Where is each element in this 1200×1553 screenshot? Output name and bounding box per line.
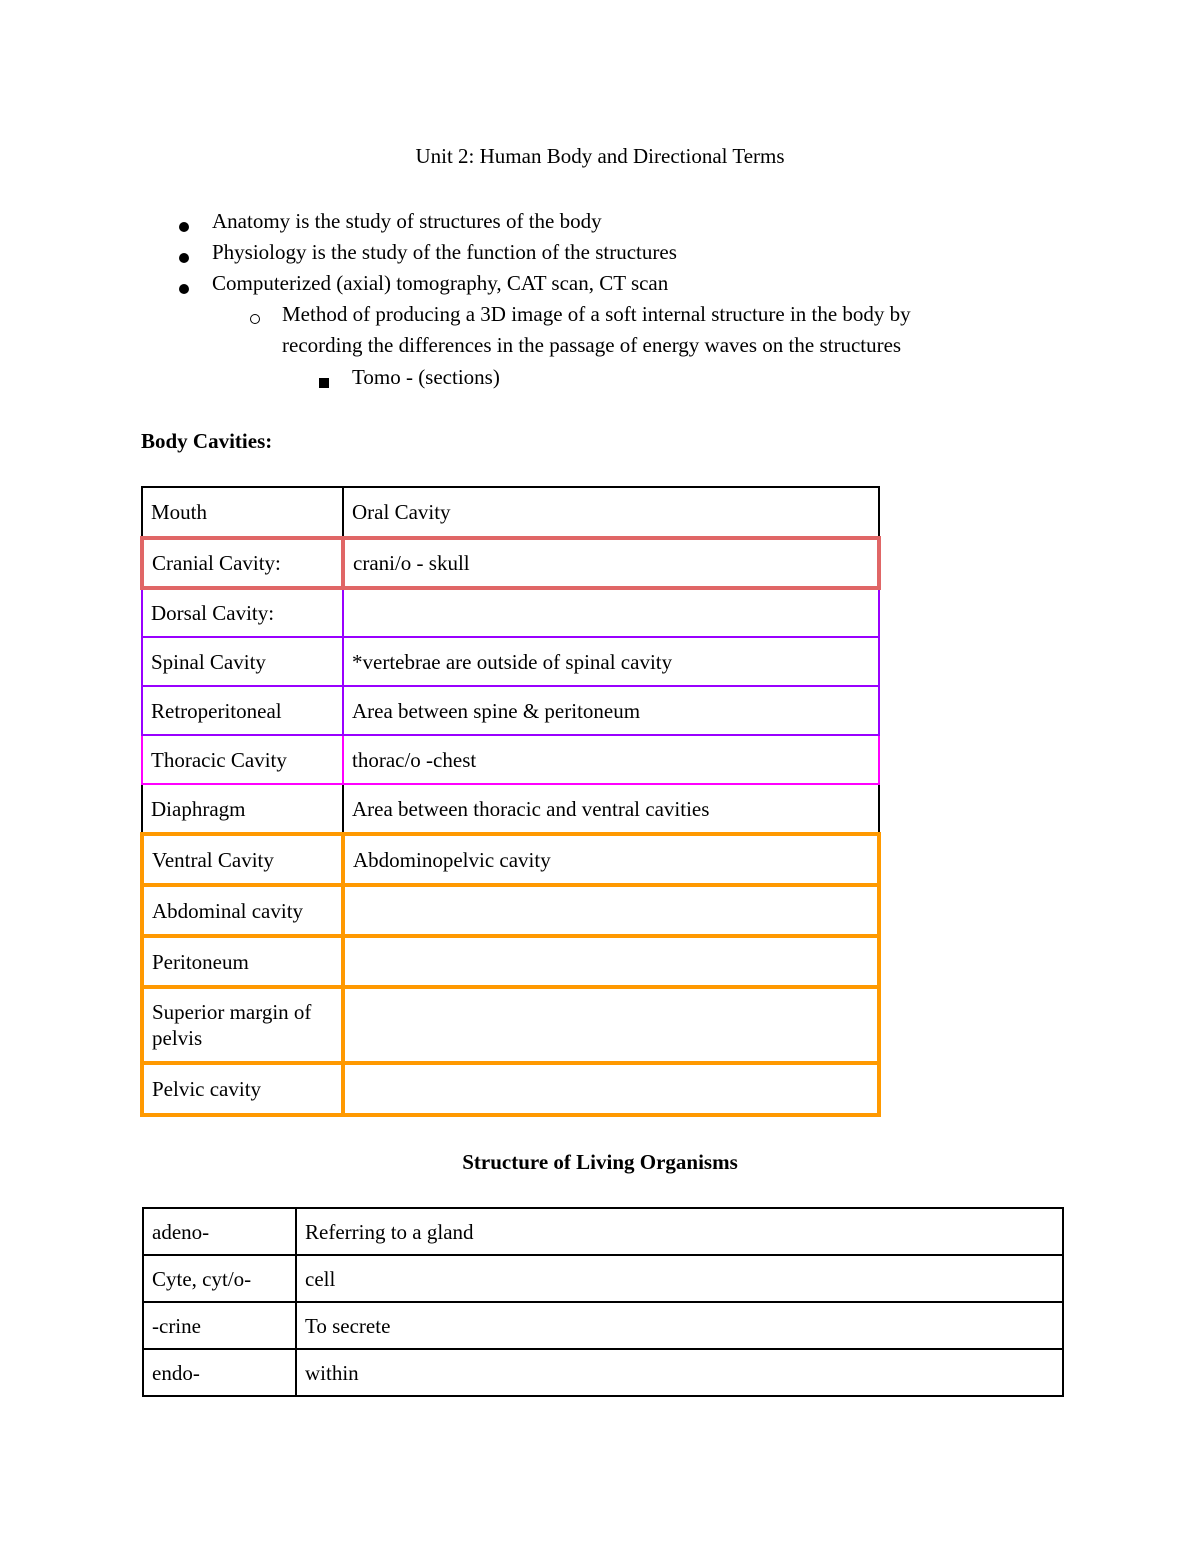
cavity-term: Superior margin of pelvis	[142, 987, 343, 1063]
table-row	[143, 1349, 1063, 1396]
cavity-term: Diaphragm	[142, 784, 343, 834]
table-row	[142, 936, 879, 987]
structure-heading: Structure of Living Organisms	[462, 1150, 738, 1174]
cavity-description	[343, 885, 879, 936]
prefix-term: adeno-	[143, 1208, 296, 1255]
table-row	[142, 1063, 879, 1115]
prefix-definition: To secrete	[296, 1302, 1063, 1349]
cavity-term: Thoracic Cavity	[142, 735, 343, 784]
table-row	[142, 735, 879, 784]
bullet-square-icon	[319, 378, 329, 388]
bullet-ct: Computerized (axial) tomography, CAT scan, CT scan	[212, 271, 669, 295]
prefix-term: endo-	[143, 1349, 296, 1396]
cavity-term: Mouth	[142, 487, 343, 538]
table-row	[143, 1302, 1063, 1349]
cavity-term: Peritoneum	[142, 936, 343, 987]
cavity-description: Area between thoracic and ventral cavities	[343, 784, 879, 834]
cavity-term: Abdominal cavity	[142, 885, 343, 936]
cavity-description: crani/o - skull	[343, 538, 879, 588]
bullet-anatomy: Anatomy is the study of structures of the body	[212, 209, 602, 233]
table-row	[142, 987, 879, 1063]
structure-table	[142, 1207, 1064, 1397]
table-row	[142, 538, 879, 588]
table-row	[142, 686, 879, 735]
bullet-dot-icon	[179, 222, 189, 232]
prefix-definition: within	[296, 1349, 1063, 1396]
cavity-description: Abdominopelvic cavity	[343, 834, 879, 885]
bullet-tomo: Tomo - (sections)	[352, 365, 500, 389]
cavity-description	[343, 987, 879, 1063]
cavity-term: Spinal Cavity	[142, 637, 343, 686]
cavity-description: Oral Cavity	[343, 487, 879, 538]
prefix-definition: cell	[296, 1255, 1063, 1302]
cavity-term: Retroperitoneal	[142, 686, 343, 735]
body-cavities-heading: Body Cavities:	[141, 429, 273, 453]
table-row	[142, 637, 879, 686]
cavity-term: Dorsal Cavity:	[142, 588, 343, 637]
cavity-description: *vertebrae are outside of spinal cavity	[343, 637, 879, 686]
bullet-dot-icon	[179, 284, 189, 294]
cavity-description	[343, 936, 879, 987]
cavity-description	[343, 588, 879, 637]
bullet-ct-method-line1: Method of producing a 3D image of a soft internal structure in the body by	[282, 302, 911, 326]
bullet-dot-icon	[179, 253, 189, 263]
cavity-description: Area between spine & peritoneum	[343, 686, 879, 735]
bullet-ct-method-line2: recording the differences in the passage of energy waves on the structures	[282, 333, 902, 357]
page-title: Unit 2: Human Body and Directional Terms	[415, 144, 785, 168]
table-row	[142, 834, 879, 885]
prefix-term: -crine	[143, 1302, 296, 1349]
table-row	[143, 1255, 1063, 1302]
table-row	[142, 784, 879, 834]
cavity-term: Ventral Cavity	[142, 834, 343, 885]
table-row	[143, 1208, 1063, 1255]
body-cavities-table	[140, 486, 881, 1117]
cavity-term: Pelvic cavity	[142, 1063, 343, 1115]
prefix-term: Cyte, cyt/o-	[143, 1255, 296, 1302]
cavity-description: thorac/o -chest	[343, 735, 879, 784]
table-row	[142, 588, 879, 637]
cavity-term: Cranial Cavity:	[142, 538, 343, 588]
prefix-definition: Referring to a gland	[296, 1208, 1063, 1255]
bullet-circle-icon	[250, 314, 260, 324]
cavity-description	[343, 1063, 879, 1115]
bullet-physiology: Physiology is the study of the function of the structures	[212, 240, 677, 264]
table-row	[142, 885, 879, 936]
table-row	[142, 487, 879, 538]
